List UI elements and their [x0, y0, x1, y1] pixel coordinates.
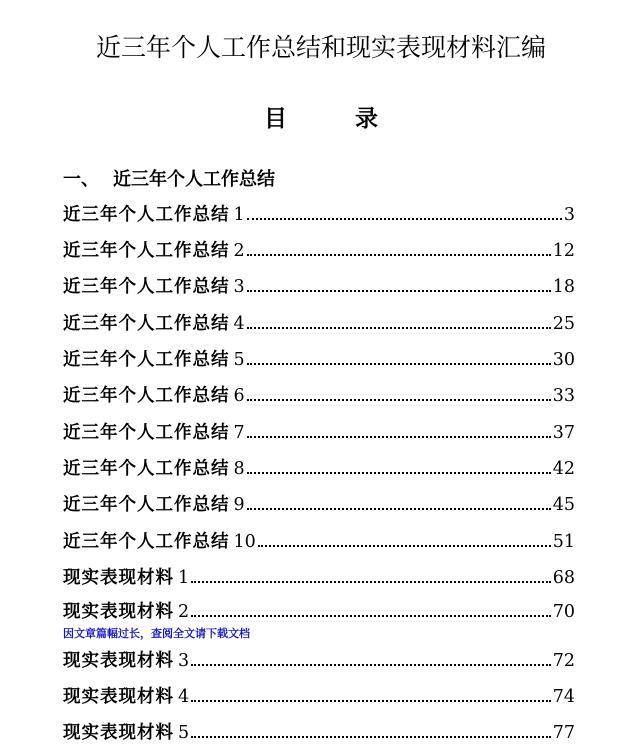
toc-entry-label: 现实表现材料: [63, 651, 174, 671]
toc-entry-page: 51: [552, 532, 575, 552]
toc-entry-number: 7: [233, 423, 245, 443]
toc-entry-number: 4: [233, 314, 245, 334]
toc-entry-label: 现实表现材料: [63, 723, 174, 743]
dot-leader: [247, 436, 551, 438]
dot-leader: [247, 472, 551, 474]
toc-entry[interactable]: [63, 491, 575, 515]
section-title: 近三年个人工作总结: [113, 169, 275, 190]
toc-entry[interactable]: [63, 683, 575, 707]
dot-leader: [247, 254, 551, 256]
dot-leader: [247, 363, 551, 365]
toc-entry-number: 3: [233, 277, 245, 297]
toc-entry-number: 1: [178, 568, 190, 588]
toc-entry-number: 8: [233, 459, 245, 479]
toc-entry-page: 74: [552, 687, 575, 707]
dot-leader: [258, 545, 551, 547]
toc-entry[interactable]: [63, 273, 575, 297]
toc-entry-label: 近三年个人工作总结: [63, 386, 230, 406]
toc-entry[interactable]: [63, 310, 575, 334]
toc-entry[interactable]: [63, 528, 575, 552]
toc-entry[interactable]: [63, 346, 575, 370]
toc-entry-number: 3: [178, 651, 190, 671]
toc-entry[interactable]: [63, 719, 575, 743]
toc-entry-number: 10: [233, 532, 256, 552]
toc-entry-label: 近三年个人工作总结: [63, 241, 230, 261]
toc-entry-page: 33: [552, 386, 575, 406]
toc-entry-page: 30: [552, 350, 575, 370]
toc-entry-label: 近三年个人工作总结: [63, 277, 230, 297]
dot-leader: [247, 327, 551, 329]
toc-entry-label: 近三年个人工作总结: [63, 423, 230, 443]
toc-entry-page: 68: [552, 568, 575, 588]
toc-entry[interactable]: [63, 382, 575, 406]
toc-entry-label: 近三年个人工作总结: [63, 459, 230, 479]
toc-entry-page: 12: [552, 241, 575, 261]
toc-entry[interactable]: [63, 455, 575, 479]
toc-entry-page: 77: [552, 723, 575, 743]
toc-entry-page: 3: [563, 205, 575, 225]
toc-entry[interactable]: [63, 201, 575, 225]
toc-entry[interactable]: [63, 564, 575, 588]
toc-entry-page: 45: [552, 495, 575, 515]
toc-entry-label: 现实表现材料: [63, 568, 174, 588]
dot-leader: [191, 664, 551, 666]
download-notice[interactable]: 因文章篇幅过长，查阅全文请下载文档: [63, 627, 250, 640]
document-title: 近三年个人工作总结和现实表现材料汇编: [95, 33, 546, 62]
toc-entry-label: 现实表现材料: [63, 602, 174, 622]
toc-entry[interactable]: [63, 237, 575, 261]
dot-leader: [191, 700, 551, 702]
toc-entry-page: 25: [552, 314, 575, 334]
toc-entry-page: 37: [552, 423, 575, 443]
dot-leader: [247, 508, 551, 510]
toc-entry-number: 2: [233, 241, 245, 261]
dot-leader: [247, 218, 562, 220]
toc-entry-label: 近三年个人工作总结: [63, 495, 230, 515]
toc-heading: 目 录: [263, 105, 408, 132]
toc-entry[interactable]: [63, 598, 575, 622]
dot-leader: [247, 399, 551, 401]
toc-entry-number: 2: [178, 602, 190, 622]
toc-entry-page: 72: [552, 651, 575, 671]
section-heading: [63, 165, 275, 191]
dot-leader: [191, 615, 551, 617]
toc-entry-number: 5: [178, 723, 190, 743]
dot-leader: [191, 581, 551, 583]
toc-entry-page: 18: [552, 277, 575, 297]
toc-entry-page: 70: [552, 602, 575, 622]
toc-entry-page: 42: [552, 459, 575, 479]
section-number: 一、: [63, 169, 99, 190]
dot-leader: [191, 736, 551, 738]
toc-entry-number: 1: [233, 205, 245, 225]
toc-entry-label: 现实表现材料: [63, 687, 174, 707]
toc-entry-label: 近三年个人工作总结: [63, 314, 230, 334]
toc-entry[interactable]: [63, 419, 575, 443]
toc-entry-number: 4: [178, 687, 190, 707]
toc-entry-number: 6: [233, 386, 245, 406]
toc-entry[interactable]: [63, 647, 575, 671]
toc-entry-label: 近三年个人工作总结: [63, 532, 230, 552]
toc-entry-label: 近三年个人工作总结: [63, 205, 230, 225]
toc-entry-number: 9: [233, 495, 245, 515]
dot-leader: [247, 290, 551, 292]
toc-entry-number: 5: [233, 350, 245, 370]
toc-entry-label: 近三年个人工作总结: [63, 350, 230, 370]
